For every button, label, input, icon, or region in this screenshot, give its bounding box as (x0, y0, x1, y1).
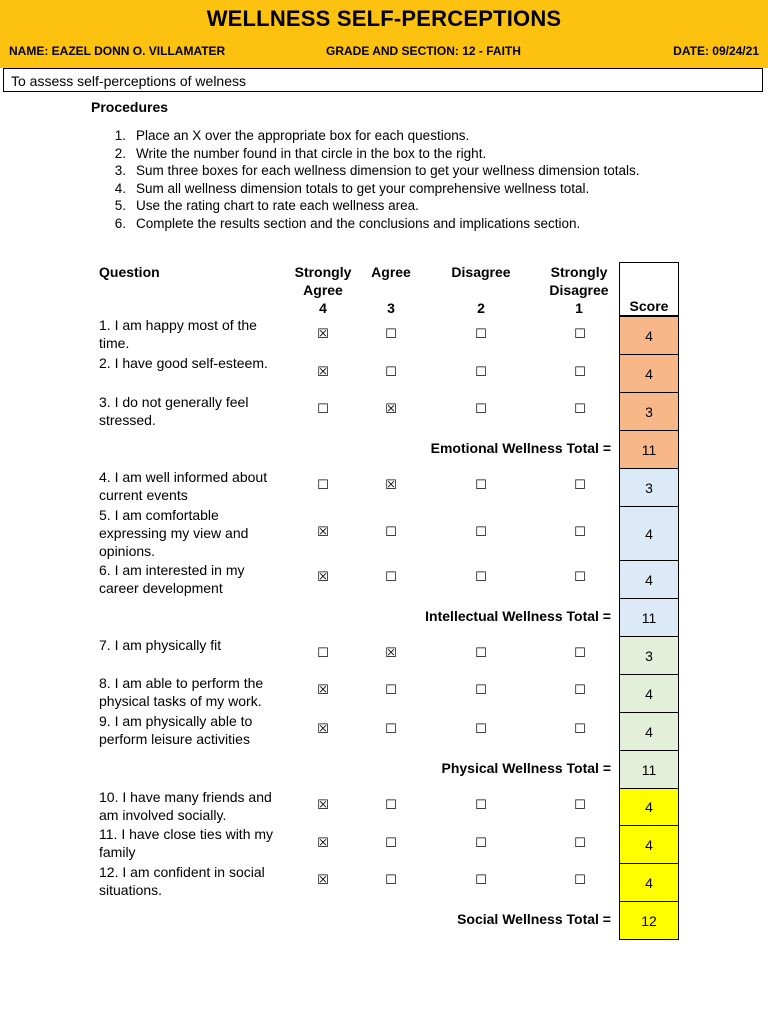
checkbox[interactable]: ☐ (385, 798, 397, 813)
checkbox-checked[interactable]: ☒ (317, 365, 329, 380)
page-title: WELLNESS SELF-PERCEPTIONS (206, 6, 562, 31)
disagree-value: 2 (477, 300, 485, 316)
checkbox[interactable]: ☐ (385, 683, 397, 698)
score-cell: 4 (619, 712, 679, 751)
score-cell: 3 (619, 468, 679, 507)
procedures-title: Procedures (91, 99, 169, 115)
total-label: Intellectual Wellness Total = (425, 608, 611, 624)
question-text: 11. I have close ties with my family (99, 826, 274, 860)
procedure-text: Place an X over the appropriate box for each questions. (136, 128, 470, 143)
date: DATE: 09/24/21 (673, 44, 759, 58)
checkbox[interactable]: ☐ (475, 683, 487, 698)
question-text: 8. I am able to perform the physical tasks of my work. (99, 675, 264, 709)
procedure-number: 6. (114, 216, 126, 231)
score-cell: 4 (619, 506, 679, 561)
total-score-cell: 11 (619, 430, 679, 469)
procedure-text: Complete the results section and the conclusions and implications section. (136, 216, 581, 231)
checkbox[interactable]: ☐ (574, 365, 586, 380)
strongly-agree-line1: Strongly (294, 264, 352, 280)
checkbox[interactable]: ☐ (574, 683, 586, 698)
checkbox-checked[interactable]: ☒ (385, 402, 397, 417)
checkbox-checked[interactable]: ☒ (385, 478, 397, 493)
checkbox[interactable]: ☐ (385, 365, 397, 380)
question-text: 2. I have good self-esteem. (99, 355, 268, 371)
objective-text: To assess self-perceptions of welness (11, 73, 246, 89)
checkbox[interactable]: ☐ (475, 402, 487, 417)
score-header (619, 262, 679, 316)
question-text: 5. I am comfortable expressing my view and opinions. (99, 507, 249, 559)
grade-section: GRADE AND SECTION: 12 - FAITH (326, 44, 521, 58)
checkbox[interactable]: ☐ (475, 327, 487, 342)
checkbox-checked[interactable]: ☒ (317, 327, 329, 342)
disagree-label: Disagree (451, 264, 511, 280)
total-label: Social Wellness Total = (457, 911, 611, 927)
question-text: 4. I am well informed about current events (99, 469, 268, 503)
total-label: Physical Wellness Total = (441, 760, 611, 776)
strongly-disagree-value: 1 (575, 300, 583, 316)
agree-header (361, 263, 421, 317)
checkbox[interactable]: ☐ (475, 722, 487, 737)
header-band (0, 0, 768, 68)
agree-value: 3 (387, 300, 395, 316)
checkbox[interactable]: ☐ (385, 722, 397, 737)
question-text: 7. I am physically fit (99, 637, 222, 653)
procedure-number: 1. (114, 128, 126, 143)
question-text: 9. I am physically able to perform leisure activities (99, 713, 253, 747)
score-cell: 4 (619, 863, 679, 902)
total-score-cell: 12 (619, 901, 679, 940)
score-cell: 4 (619, 354, 679, 393)
checkbox[interactable]: ☐ (317, 646, 329, 661)
total-label: Emotional Wellness Total = (430, 440, 611, 456)
checkbox-checked[interactable]: ☒ (317, 798, 329, 813)
strongly-disagree-line2: Disagree (549, 282, 609, 298)
checkbox-checked[interactable]: ☒ (317, 836, 329, 851)
score-cell: 4 (619, 316, 679, 355)
checkbox[interactable]: ☐ (574, 478, 586, 493)
procedure-number: 5. (114, 198, 126, 213)
question-text: 10. I have many friends and am involved socially. (99, 789, 272, 823)
question-text: 12. I am confident in social situations. (99, 864, 265, 898)
procedure-text: Sum three boxes for each wellness dimension to get your wellness dimension totals. (136, 163, 640, 178)
checkbox[interactable]: ☐ (574, 327, 586, 342)
procedure-number: 2. (114, 146, 126, 161)
total-score-cell: 11 (619, 598, 679, 637)
strongly-agree-line2: Agree (303, 282, 343, 298)
checkbox[interactable]: ☐ (475, 873, 487, 888)
checkbox[interactable]: ☐ (574, 873, 586, 888)
checkbox[interactable]: ☐ (385, 873, 397, 888)
checkbox[interactable]: ☐ (574, 798, 586, 813)
question-text: 3. I do not generally feel stressed. (99, 394, 249, 428)
question-text: 6. I am interested in my career development (99, 562, 245, 596)
checkbox[interactable]: ☐ (317, 402, 329, 417)
agree-label: Agree (371, 264, 411, 280)
checkbox[interactable]: ☐ (574, 570, 586, 585)
checkbox[interactable]: ☐ (475, 525, 487, 540)
checkbox[interactable]: ☐ (574, 836, 586, 851)
checkbox[interactable]: ☐ (385, 525, 397, 540)
checkbox[interactable]: ☐ (475, 836, 487, 851)
score-cell: 3 (619, 392, 679, 431)
score-cell: 3 (619, 636, 679, 675)
score-cell: 4 (619, 674, 679, 713)
checkbox[interactable]: ☐ (385, 327, 397, 342)
procedure-text: Use the rating chart to rate each wellness area. (136, 198, 419, 213)
checkbox-checked[interactable]: ☒ (317, 722, 329, 737)
checkbox-checked[interactable]: ☒ (317, 873, 329, 888)
checkbox[interactable]: ☐ (475, 798, 487, 813)
checkbox[interactable]: ☐ (574, 525, 586, 540)
student-name: NAME: EAZEL DONN O. VILLAMATER (9, 44, 226, 58)
score-cell: 4 (619, 560, 679, 599)
procedure-number: 3. (114, 163, 126, 178)
checkbox[interactable]: ☐ (574, 722, 586, 737)
disagree-header (441, 263, 521, 317)
checkbox-checked[interactable]: ☒ (317, 570, 329, 585)
question-text: 1. I am happy most of the time. (99, 317, 257, 351)
score-header-label: Score (629, 298, 669, 314)
checkbox[interactable]: ☐ (317, 478, 329, 493)
procedure-text: Write the number found in that circle in the box to the right. (136, 146, 487, 161)
checkbox[interactable]: ☐ (475, 646, 487, 661)
checkbox-checked[interactable]: ☒ (317, 525, 329, 540)
checkbox-checked[interactable]: ☒ (317, 683, 329, 698)
procedure-text: Sum all wellness dimension totals to get your comprehensive wellness total. (136, 181, 590, 196)
checkbox[interactable]: ☐ (475, 365, 487, 380)
checkbox[interactable]: ☐ (385, 836, 397, 851)
question-header: Question (99, 264, 160, 280)
checkbox-checked[interactable]: ☒ (385, 646, 397, 661)
total-score-cell: 11 (619, 750, 679, 789)
checkbox[interactable]: ☐ (475, 570, 487, 585)
checkbox[interactable]: ☐ (574, 646, 586, 661)
checkbox[interactable]: ☐ (475, 478, 487, 493)
score-cell: 4 (619, 788, 679, 826)
strongly-disagree-header (539, 263, 619, 317)
strongly-agree-value: 4 (319, 300, 327, 316)
strongly-disagree-line1: Strongly (550, 264, 608, 280)
procedure-number: 4. (114, 181, 126, 196)
checkbox[interactable]: ☐ (574, 402, 586, 417)
checkbox[interactable]: ☐ (385, 570, 397, 585)
objective-box (3, 68, 763, 92)
strongly-agree-header (284, 263, 362, 317)
score-cell: 4 (619, 825, 679, 864)
